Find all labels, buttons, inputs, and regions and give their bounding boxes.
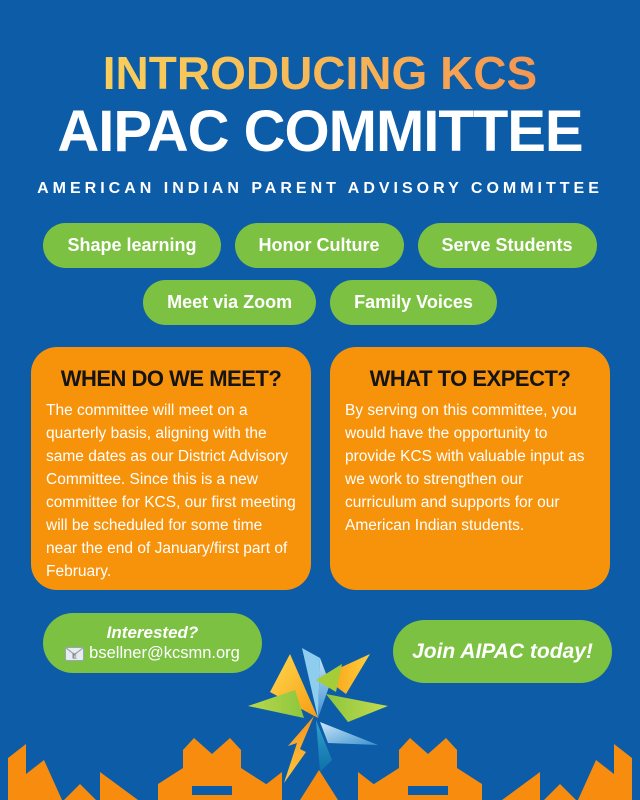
page-title: AIPAC COMMITTEE: [57, 99, 583, 164]
tag-honor-culture: Honor Culture: [235, 223, 404, 268]
tag-family-voices: Family Voices: [330, 280, 497, 325]
tag-meet-via-zoom: Meet via Zoom: [143, 280, 316, 325]
subtitle: AMERICAN INDIAN PARENT ADVISORY COMMITTEE: [37, 180, 603, 197]
star-pinwheel-logo-icon: [240, 646, 396, 796]
contact-email-row[interactable]: [65, 644, 240, 663]
tag-shape-learning: Shape learning: [43, 223, 220, 268]
card-body: By serving on this committee, you would have the opportunity to provide KCS with valuable input as we work to strengthen our curriculum and supports for our American Indian students.: [345, 402, 585, 534]
tag-pill-group: [0, 223, 640, 337]
contact-pill: [43, 613, 262, 673]
card-body: The committee will meet on a quarterly basis, aligning with the same dates as our District Advisory Committee. Since this is a new committee for KCS, our first meeting will be scheduled for some time near the end of January/first part of February.: [46, 402, 296, 580]
tag-row-2: [0, 280, 640, 325]
svg-text:E: E: [72, 653, 78, 660]
cta-button[interactable]: [393, 620, 612, 683]
card-heading: WHAT TO EXPECT?: [369, 366, 571, 391]
kicker-heading: INTRODUCING KCS: [0, 46, 640, 100]
tag-serve-students: Serve Students: [418, 223, 597, 268]
contact-email[interactable]: bsellner@kcsmn.org: [89, 644, 240, 662]
contact-label: Interested?: [106, 623, 199, 642]
info-card-row: [31, 347, 610, 590]
card-what-to-expect: [330, 347, 610, 590]
cta-label: Join AIPAC today!: [412, 639, 593, 663]
card-when-do-we-meet: [31, 347, 311, 590]
tag-row-1: [0, 223, 640, 268]
email-icon: [65, 647, 84, 661]
card-heading: WHEN DO WE MEET?: [60, 366, 282, 391]
